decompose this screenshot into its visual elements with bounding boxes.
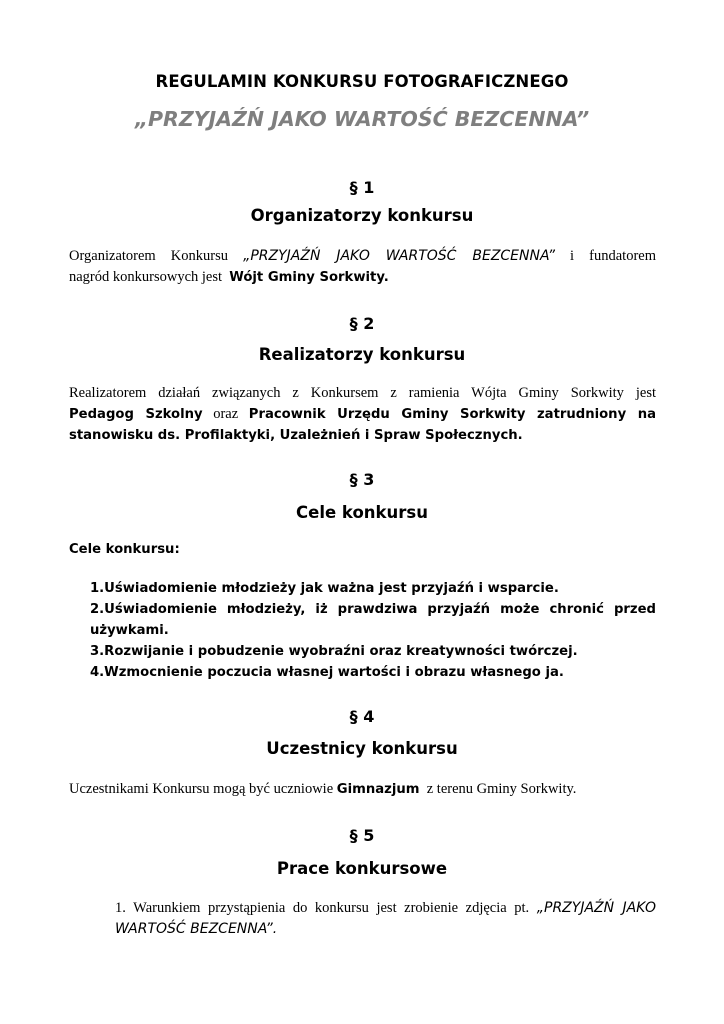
section-2-paragraph bbox=[69, 383, 656, 446]
section-1-line-1: Organizatorem Konkursu „PRZYJAŹŃ JAKO WARTOŚĆ BEZCENNA” i fundatorem bbox=[69, 248, 657, 264]
goals-label: Cele konkursu: bbox=[69, 542, 180, 557]
goal-item: 2.Uświadomienie młodzieży, iż prawdziwa przyjaźń może chronić przed bbox=[90, 602, 656, 617]
section-4-paragraph: Uczestnikami Konkursu mogą być uczniowie Gimnazjum z terenu Gminy Sorkwity. bbox=[69, 781, 577, 797]
section-1-line-2: nagród konkursowych jest Wójt Gminy Sorkwity. bbox=[69, 269, 389, 285]
school-name: Gimnazjum bbox=[336, 782, 420, 797]
goals-list bbox=[90, 578, 656, 683]
section-2-heading: Realizatorzy konkursu bbox=[258, 345, 466, 364]
goal-item: 4.Wzmocnienie poczucia własnej wartości i obrazu własnego ja. bbox=[90, 665, 564, 680]
section-4-heading: Uczestnicy konkursu bbox=[266, 739, 458, 758]
photo-title-quote: „PRZYJAŹŃ JAKO bbox=[536, 900, 656, 916]
section-2-line-1: Realizatorem działań związanych z Konkursem z ramienia Wójta Gminy Sorkwity jest bbox=[69, 385, 656, 401]
document-subtitle: „PRZYJAŹŃ JAKO WARTOŚĆ BEZCENNA” bbox=[134, 107, 590, 131]
goal-item-continuation: używkami. bbox=[90, 623, 169, 638]
section-2-line-2: Pedagog Szkolny oraz Pracownik Urzędu Gminy Sorkwity zatrudniony na bbox=[69, 406, 657, 422]
section-1-paragraph bbox=[69, 246, 656, 288]
section-3-heading: Cele konkursu bbox=[296, 503, 428, 522]
section-3-number: § 3 bbox=[349, 470, 375, 489]
section-1-heading: Organizatorzy konkursu bbox=[250, 206, 474, 225]
goal-item: 1.Uświadomienie młodzieży jak ważna jest przyjaźń i wsparcie. bbox=[90, 581, 559, 596]
section-5-item-1: 1. Warunkiem przystąpienia do konkursu jest zrobienie zdjęcia pt. „PRZYJAŹŃ JAKO WARTOŚĆ BEZCENNA”. bbox=[115, 900, 656, 937]
section-2-line-3: stanowisku ds. Profilaktyki, Uzależnień i Spraw Społecznych. bbox=[69, 428, 523, 443]
contest-name-quote: „PRZYJAŹŃ JAKO WARTOŚĆ BEZCENNA” bbox=[243, 248, 555, 264]
document-title: REGULAMIN KONKURSU FOTOGRAFICZNEGO bbox=[155, 72, 569, 91]
section-4-number: § 4 bbox=[349, 707, 375, 726]
founder-name: Wójt Gminy Sorkwity. bbox=[229, 270, 389, 285]
section-5-heading: Prace konkursowe bbox=[276, 859, 448, 878]
section-2-number: § 2 bbox=[349, 314, 375, 333]
goal-item: 3.Rozwijanie i pobudzenie wyobraźni oraz kreatywności twórczej. bbox=[90, 644, 578, 659]
section-1-number: § 1 bbox=[349, 178, 375, 197]
section-5-number: § 5 bbox=[349, 826, 375, 845]
